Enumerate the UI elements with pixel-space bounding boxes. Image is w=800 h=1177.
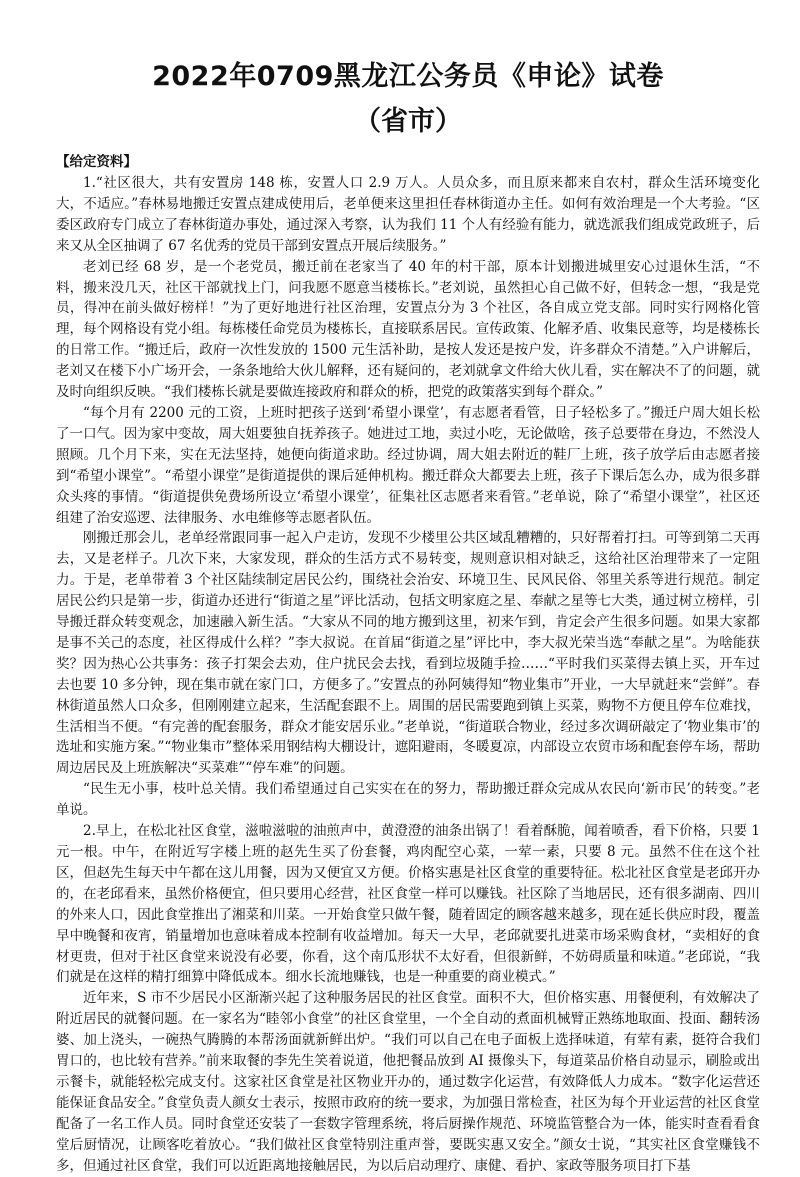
paragraph: “民生无小事，枝叶总关情。我们希望通过自己实实在在的努力，帮助搬迁群众完成从农民向‘新市民’的转变。”老单说。 — [56, 781, 760, 819]
document-subtitle: （省市） — [354, 106, 462, 137]
paragraph: 1.“社区很大，共有安置房 148 栋，安置人口 2.9 万人。人员众多，而且原来都来自农村，群众生活环境变化大，不适应。”春林易地搬迁安置点建成使用后，老单便来这里担任春林街道办主任。如何有效治理是一个大考验。“区委区政府专门成立了春林街道办事处，通过深入考察，认为我们 11 个人有经验有能力，就选派我们组成党政班子，后来又从全区抽调了 67 名优秀的党员干部到安置点开展后续服务。” — [56, 175, 760, 254]
paragraph: 2.早上，在松北社区食堂，滋啦滋啦的油煎声中，黄澄澄的油条出锅了！看着酥脆，闻着喷香，看下价格，只要 1 元一根。中午，在附近写字楼上班的赵先生买了份套餐，鸡肉配空心菜，一荤一素，只要 8 元。虽然不住在这个社区，但赵先生每天中午都在这儿用餐，因为又便宜又方便。价格实惠是社区食堂的重要特征。松北社区食堂是老邱开办的，在老邱看来，虽然价格便宜，但只要用心经营，社区食堂一样可以赚钱。社区除了当地居民，还有很多湖南、四川的外来人口，因此食堂推出了湘菜和川菜。一开始食堂只做午餐，随着固定的顾客越来越多，现在延长供应时段，覆盖早中晚餐和夜宵，销量增加也意味着成本控制有收益增加。每天一大早，老邱就要扎进菜市场采购食材，“卖相好的食材更贵，但对于社区食堂来说没有必要，你看，这个南瓜形状不太好看，但很新鲜，不妨碍质量和味道。”老邱说，“我们就是在这样的精打细算中降低成本。细水长流地赚钱，也是一种重要的商业模式。” — [56, 823, 760, 986]
section-heading: 【给定资料】 — [56, 154, 137, 170]
document-title: 2022年0709黑龙江公务员《申论》试卷 — [152, 61, 664, 92]
paragraph: 近年来，S 市不少居民小区渐渐兴起了这种服务居民的社区食堂。面积不大，但价格实惠、用餐便利，有效解决了附近居民的就餐问题。在一家名为“睦邻小食堂”的社区食堂里，一个全自动的煮面机械臂正熟练地取面、投面、翻转汤婆、加上浇头，一碗热气腾腾的本帮汤面就新鲜出炉。“我们可以自己在电子面板上选择味道，有荤有素，挺符合我们胃口的，也比较有营养。”前来取餐的李先生笑着说道，他把餐品放到 AI 摄像头下，每道菜品价格自动显示，刷脸或出示餐卡，就能轻松完成支付。这家社区食堂是社区物业开办的，通过数字化运营，有效降低人力成本。“数字化运营还能保证食品安全。”食堂负责人颜女士表示，按照市政府的统一要求，为加强日常检查，社区为每个开业运营的社区食堂配备了一名工作人员。同时食堂还安装了一套数字管理系统，将后厨操作规范、环境监管整合为一体，能实时查看看食堂后厨情况，让顾客吃着放心。“我们做社区食堂特别注重声誉，要既实惠又安全。”颜女士说，“其实社区食堂赚钱不多，但通过社区食堂，我们可以近距离地接触居民，为以后启动理疗、康健、看护、家政等服务项目打下基 — [56, 990, 760, 1174]
paragraph: 刚搬迁那会儿，老单经常跟同事一起入户走访，发现不少楼里公共区域乱糟糟的，只好帮着打扫。可等到第二天再去，又是老样子。几次下来，大家发现，群众的生活方式不易转变，规则意识相对缺乏，这给社区治理带来了一定阻力。于是，老单带着 3 个社区陆续制定居民公约，围绕社会治安、环境卫生、民风民俗、邻里关系等进行规范。制定居民公约只是第一步，街道办还进行“街道之星”评比活动，包括文明家庭之星、奉献之星等七大类，通过树立榜样，引导搬迁群众转变观念，加速融入新生活。“大家从不同的地方搬到这里，初来乍到，肯定会产生很多问题。如果大家都是事不关己的态度，社区得成什么样？”李大叔说。在首届“街道之星”评比中，李大叔光荣当选“奉献之星”。为啥能获奖？因为热心公共事务：孩子打架会去劝，住户扰民会去找，看到垃圾随手捡……“平时我们买菜得去镇上买，开车过去也要 10 多分钟，现在集市就在家门口，方便多了。”安置点的孙阿姨得知“物业集市”开业，一大早就赶来“尝鲜”。春林街道虽然人口众多，但刚刚建立起来，生活配套跟不上。周围的居民需要跑到镇上买菜，购物不方便且停车位难找，生活相当不便。“有完善的配套服务，群众才能安居乐业。”老单说，“街道联合物业，经过多次调研敲定了‘物业集市’的选址和实施方案。”“物业集市”整体采用钢结构大棚设计，遮阳避雨，冬暖夏凉，内部设立农贸市场和配套停车场，帮助周边居民及上班族解决“买菜难”“停车难”的问题。 — [56, 530, 760, 777]
paragraph: “每个月有 2200 元的工资，上班时把孩子送到‘希望小课堂’，有志愿者看管，日子轻松多了。”搬迁户周大姐长松了一口气。因为家中变故，周大姐要独自抚养孩子。她进过工地，卖过小吃，无论做啥，孩子总要带在身边，不然没人照顾。几个月下来，实在无法坚持，她便向街道求助。经过协调，周大姐去附近的鞋厂上班，孩子放学后由志愿者接到“希望小课堂”。“希望小课堂”是街道提供的课后延伸机构。搬迁群众大都要去上班，孩子下课后怎么办，成为很多群众头疼的事情。“街道提供免费场所设立‘希望小课堂’，征集社区志愿者来看管。”老单说，除了“希望小课堂”，社区还组建了治安巡逻、法律服务、水电维修等志愿者队伍。 — [56, 404, 760, 526]
paragraph: 老刘已经 68 岁，是一个老党员，搬迁前在老家当了 40 年的村干部，原本计划搬进城里安心过退休生活，“不料，搬来没几天，社区干部就找上门，问我愿不愿意当楼栋长。”老刘说，虽然担心自己做不好，但转念一想，“我是党员，得冲在前头做好榜样！”为了更好地进行社区治理，安置点分为 3 个社区，各自成立党支部。同时实行网格化管理，每个网格设有党小组。每栋楼任命党员为楼栋长，直接联系居民。宣传政策、化解矛盾、收集民意等，均是楼栋长的日常工作。“搬迁后，政府一次性发放的 1500 元生活补助，是按人发还是按户发，许多群众不清楚。”入户讲解后，老刘又在楼下小广场开会，一条条地给大伙儿解释，还有疑问的，老刘就拿文件给大伙儿看，实在解决不了的问题，就及时向组织反映。“我们楼栋长就是要做连接政府和群众的桥，把党的政策落实到每个群众。” — [56, 258, 760, 401]
